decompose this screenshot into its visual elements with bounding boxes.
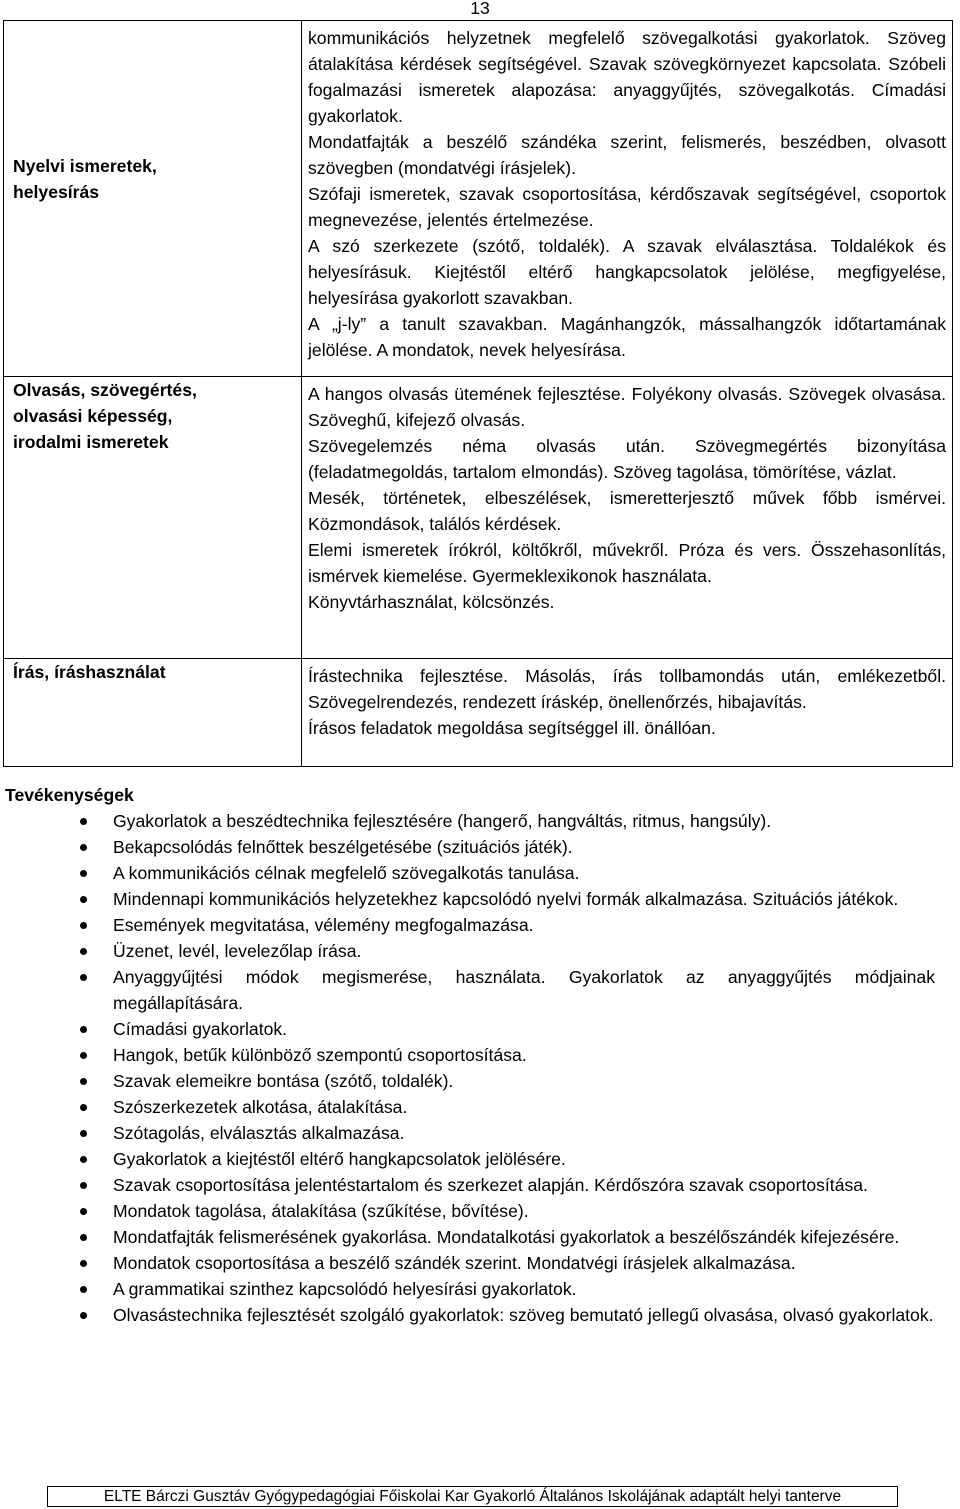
list-item: Mondatok tagolása, átalakítása (szűkítése, bővítése). [113,1198,935,1224]
list-item: Anyaggyűjtési módok megismerése, használata. Gyakorlatok az anyaggyűjtés módjainak megállapítására. [113,964,935,1016]
list-item: A grammatikai szinthez kapcsolódó helyesírási gyakorlatok. [113,1276,935,1302]
list-item: Hangok, betűk különböző szempontú csoportosítása. [113,1042,935,1068]
table-row [4,377,953,659]
list-item: Gyakorlatok a beszédtechnika fejlesztésére (hangerő, hangváltás, ritmus, hangsúly). [113,808,935,834]
list-item: Gyakorlatok a kiejtéstől eltérő hangkapcsolatok jelölésére. [113,1146,935,1172]
paragraph: Írásos feladatok megoldása segítséggel ill. önállóan. [308,718,716,738]
paragraph: Mesék, történetek, elbeszélések, ismeretterjesztő művek főbb ismérvei. Közmondások, találós kérdések. [308,488,946,534]
paragraph: Szövegelemzés néma olvasás után. Szövegmegértés bizonyítása (feladatmegoldás, tartalom elmondás). Szöveg tagolása, tömörítése, vázlat. [308,436,946,482]
row-label-cell [4,21,302,377]
paragraph: Könyvtárhasználat, kölcsönzés. [308,592,555,612]
list-item: Szószerkezetek alkotása, átalakítása. [113,1094,935,1120]
paragraph: Írástechnika fejlesztése. Másolás, írás tollbamondás után, emlékezetből. Szövegelrendezés, rendezett íráskép, önellenőrzés, hibajavítás. [308,666,946,712]
table-row [4,659,953,767]
paragraph: A szó szerkezete (szótő, toldalék). A szavak elválasztása. Toldalékok és helyesírásuk. Kiejtéstől eltérő hangkapcsolatok jelölése, megfigyelése, helyesírása gyakorlott szavakban. [308,236,946,308]
paragraph: Szófaji ismeretek, szavak csoportosítása, kérdőszavak segítségével, csoportok megnevezése, jelentés értelmezése. [308,184,946,230]
row-label: Írás, íráshasználat [13,662,166,682]
row-content-cell [302,377,953,659]
list-item: Mondatok csoportosítása a beszélő szándék szerint. Mondatvégi írásjelek alkalmazása. [113,1250,935,1276]
list-item: Szavak csoportosítása jelentéstartalom és szerkezet alapján. Kérdőszóra szavak csoportosítása. [113,1172,935,1198]
paragraph: Elemi ismeretek írókról, költőkről, művekről. Próza és vers. Összehasonlítás, ismérvek kiemelése. Gyermeklexikonok használata. [308,540,946,586]
paragraph: Mondatfajták a beszélő szándéka szerint, felismerés, beszédben, olvasott szövegben (mondatvégi írásjelek). [308,132,946,178]
activities-list [113,808,935,1328]
list-item: Bekapcsolódás felnőttek beszélgetésébe (szituációs játék). [113,834,935,860]
row-label-cell [4,659,302,767]
list-item: Címadási gyakorlatok. [113,1016,935,1042]
table-row [4,21,953,377]
row-content-cell [302,21,953,377]
paragraph: A „j-ly” a tanult szavakban. Magánhangzók, mássalhangzók időtartamának jelölése. A mondatok, nevek helyesírása. [308,314,946,360]
row-label: Olvasás, szövegértés, olvasási képesség, irodalmi ismeretek [13,380,197,452]
list-item: Szótagolás, elválasztás alkalmazása. [113,1120,935,1146]
footer: ELTE Bárczi Gusztáv Gyógypedagógiai Főiskolai Kar Gyakorló Általános Iskolájának adaptált helyi tanterve [47,1486,898,1507]
row-content-cell [302,659,953,767]
row-label-cell [4,377,302,659]
list-item: Szavak elemeikre bontása (szótő, toldalék). [113,1068,935,1094]
list-item: Olvasástechnika fejlesztését szolgáló gyakorlatok: szöveg bemutató jellegű olvasása, olvasó gyakorlatok. [113,1302,935,1328]
list-item: Mondatfajták felismerésének gyakorlása. Mondatalkotási gyakorlatok a beszélőszándék kifejezésére. [113,1224,935,1250]
page-number: 13 [470,0,490,18]
row-label: Nyelvi ismeretek, helyesírás [13,156,157,202]
list-item: A kommunikációs célnak megfelelő szövegalkotás tanulása. [113,860,935,886]
paragraph: kommunikációs helyzetnek megfelelő szövegalkotási gyakorlatok. Szöveg átalakítása kérdések segítségével. Szavak szövegkörnyezet kapcsolata. Szóbeli fogalmazási ismeretek alapozása: anyaggyűjtés, szövegalkotás. Címadási gyakorlatok. [308,28,946,126]
list-item: Események megvitatása, vélemény megfogalmazása. [113,912,935,938]
activities-title: Tevékenységek [5,785,134,805]
curriculum-table [3,20,953,767]
list-item: Üzenet, levél, levelezőlap írása. [113,938,935,964]
paragraph: A hangos olvasás ütemének fejlesztése. Folyékony olvasás. Szövegek olvasása. Szöveghű, kifejező olvasás. [308,384,946,430]
list-item: Mindennapi kommunikációs helyzetekhez kapcsolódó nyelvi formák alkalmazása. Szituációs játékok. [113,886,935,912]
